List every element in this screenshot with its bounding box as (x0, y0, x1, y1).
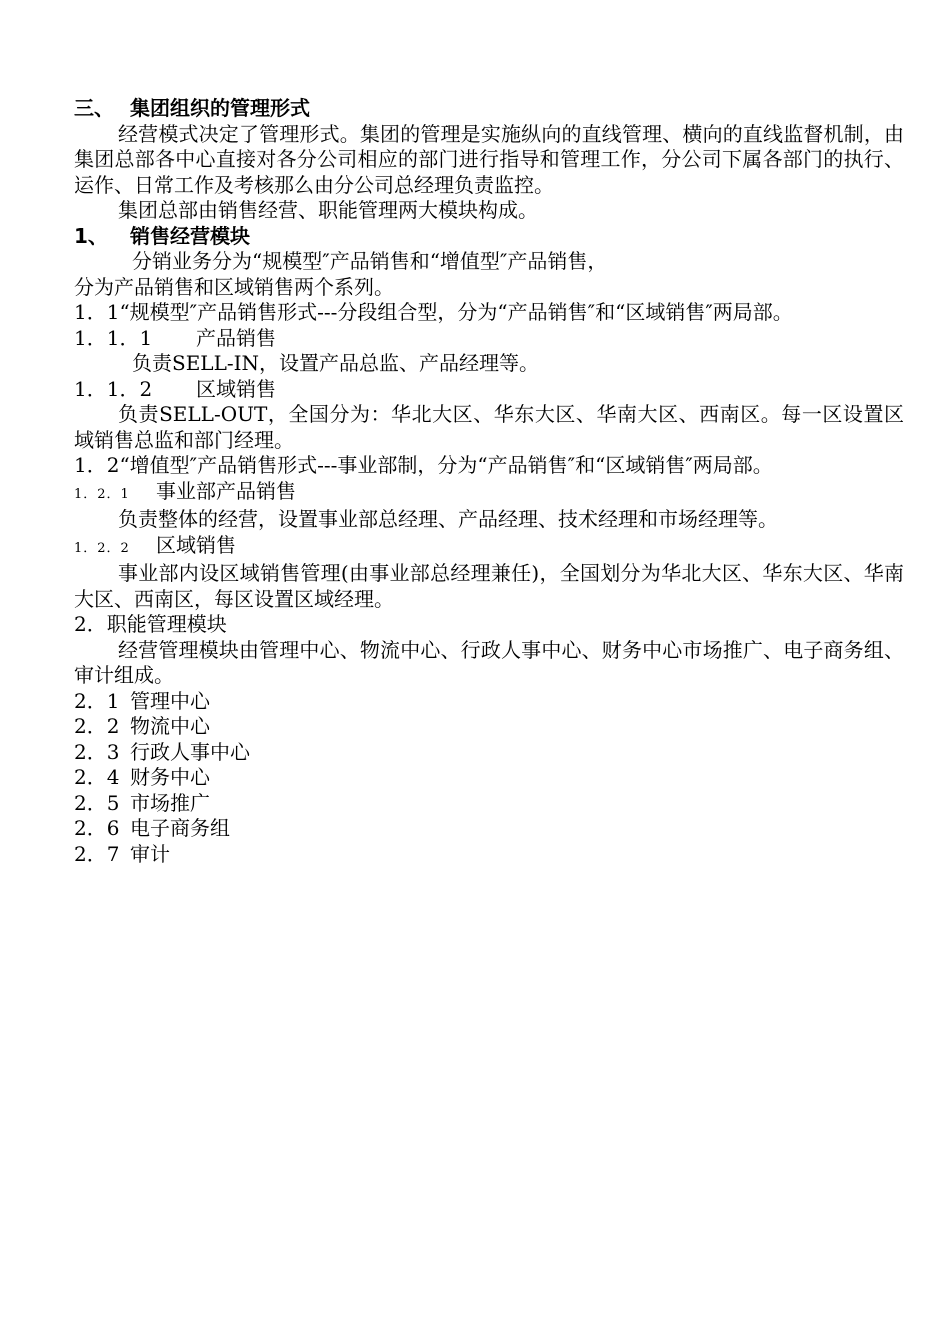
subsection-1-2-1-body: 负责整体的经营，设置事业部总经理、产品经理、技术经理和市场经理等。 (118, 507, 778, 531)
list-item (74, 714, 904, 740)
list-number: 2．1 (74, 688, 120, 713)
subsection-1-2: 1．2“增值型″产品销售形式---事业部制，分为“产品销售″和“区域销售″两局部。 (74, 453, 773, 477)
paragraph-management-form: 经营模式决定了管理形式。集团的管理是实施纵向的直线管理、横向的直线监督机制，由集团总部各中心直接对各分公司相应的部门进行指导和管理工作，分公司下属各部门的执行、运作、日常工作及考核那么由分公司总经理负责监控。 (74, 121, 904, 197)
section-heading-3 (74, 96, 904, 122)
subsection-number: 1．1．2 (74, 376, 153, 401)
heading-title: 销售经营模块 (130, 223, 250, 248)
list-label: 电子商务组 (130, 816, 230, 840)
list-label: 财务中心 (130, 765, 210, 789)
list-label: 行政人事中心 (130, 739, 250, 764)
list-label: 物流中心 (130, 714, 210, 738)
subsection-number: 1．1．1 (74, 325, 153, 350)
section-number: 三、 (74, 96, 114, 120)
list-number: 2．3 (74, 739, 120, 764)
paragraph-distribution-line1: 分销业务分为“规模型″产品销售和“增值型″产品销售， (132, 249, 608, 273)
list-item (74, 816, 904, 842)
subsection-1-1-2-body: 负责SELL-OUT，全国分为：华北大区、华东大区、华南大区、西南区。每一区设置区域销售总监和部门经理。 (74, 402, 904, 452)
subsection-title: 事业部产品销售 (156, 478, 296, 503)
list-item (74, 689, 904, 715)
list-number: 2．6 (74, 816, 120, 840)
subsection-1-1-1-heading (74, 326, 904, 352)
list-label: 审计 (130, 841, 170, 866)
list-number: 2．5 (74, 790, 120, 815)
subsection-number: 1．2．2 (74, 540, 130, 556)
paragraph-distribution-line2: 分为产品销售和区域销售两个系列。 (74, 274, 394, 299)
heading-function-module: 2．职能管理模块 (74, 612, 227, 636)
list-number: 2．4 (74, 765, 120, 789)
subsection-title: 区域销售 (196, 376, 276, 401)
paragraph-hq-modules: 集团总部由销售经营、职能管理两大模块构成。 (118, 198, 538, 222)
subsection-1-2-2-heading (74, 533, 904, 562)
subsection-title: 区域销售 (156, 532, 236, 557)
heading-number: 1、 (74, 223, 108, 248)
subsection-1-1: 1．1“规模型″产品销售形式---分段组合型，分为“产品销售″和“区域销售″两局部。 (74, 300, 793, 324)
subsection-number: 1．2．1 (74, 486, 130, 502)
list-item (74, 842, 904, 868)
paragraph-function-module: 经营管理模块由管理中心、物流中心、行政人事中心、财务中心市场推广、电子商务组、审计组成。 (74, 637, 904, 687)
function-list (74, 689, 904, 868)
heading-sales-module (74, 224, 904, 250)
list-label: 市场推广 (130, 790, 210, 815)
list-number: 2．2 (74, 714, 120, 738)
section-title: 集团组织的管理形式 (130, 96, 310, 120)
list-item (74, 765, 904, 791)
subsection-title: 产品销售 (196, 325, 276, 350)
subsection-1-1-2-heading (74, 377, 904, 403)
list-label: 管理中心 (130, 688, 210, 713)
list-number: 2．7 (74, 841, 120, 866)
subsection-1-2-1-heading (74, 479, 904, 508)
list-item (74, 791, 904, 817)
subsection-1-2-2-body: 事业部内设区域销售管理(由事业部总经理兼任)，全国划分为华北大区、华东大区、华南大区、西南区，每区设置区域经理。 (74, 561, 904, 611)
subsection-1-1-1-body: 负责SELL-IN，设置产品总监、产品经理等。 (132, 351, 540, 375)
list-item (74, 740, 904, 766)
